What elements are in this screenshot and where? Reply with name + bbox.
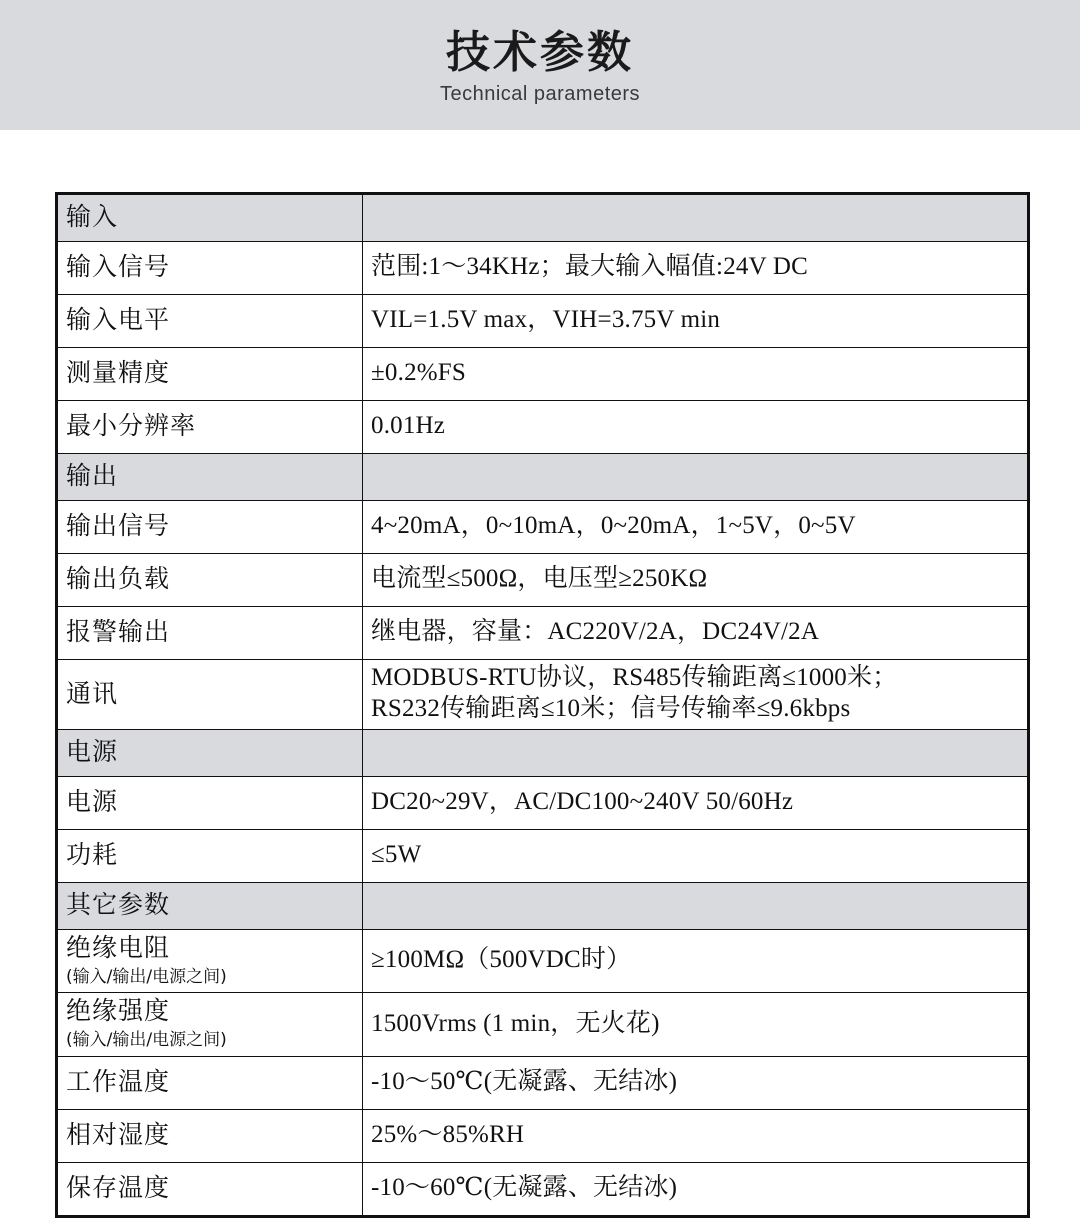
table-row [57, 242, 1029, 295]
row-value: 继电器，容量：AC220V/2A，DC24V/2A [363, 607, 1029, 660]
table-row [57, 607, 1029, 660]
section-value [363, 729, 1029, 776]
table-row [57, 729, 1029, 776]
table-row [57, 829, 1029, 882]
row-label: 输出信号 [57, 501, 363, 554]
row-value: 0.01Hz [363, 401, 1029, 454]
table-row [57, 1056, 1029, 1109]
section-label: 输出 [57, 454, 363, 501]
section-label: 其它参数 [57, 882, 363, 929]
spec-table-container [55, 192, 1030, 1218]
row-label: 功耗 [57, 829, 363, 882]
row-label [57, 929, 363, 993]
row-label: 测量精度 [57, 348, 363, 401]
row-value: ≤5W [363, 829, 1029, 882]
row-label: 输入电平 [57, 295, 363, 348]
section-label: 电源 [57, 729, 363, 776]
table-row [57, 1109, 1029, 1162]
row-label: 相对湿度 [57, 1109, 363, 1162]
table-row [57, 993, 1029, 1057]
row-label [57, 993, 363, 1057]
row-value: -10～50℃(无凝露、无结冰) [363, 1056, 1029, 1109]
table-row [57, 295, 1029, 348]
technical-parameters-table [55, 192, 1030, 1218]
row-value: 范围:1～34KHz；最大输入幅值:24V DC [363, 242, 1029, 295]
row-value: DC20~29V，AC/DC100~240V 50/60Hz [363, 776, 1029, 829]
table-row [57, 776, 1029, 829]
row-label: 保存温度 [57, 1162, 363, 1216]
row-label: 通讯 [57, 660, 363, 730]
row-value: 25%～85%RH [363, 1109, 1029, 1162]
row-label: 输入信号 [57, 242, 363, 295]
row-label-main: 绝缘强度 [66, 996, 171, 1025]
table-row [57, 401, 1029, 454]
row-value: 4~20mA，0~10mA，0~20mA，1~5V，0~5V [363, 501, 1029, 554]
section-value [363, 882, 1029, 929]
row-value: -10～60℃(无凝露、无结冰) [363, 1162, 1029, 1216]
row-label: 报警输出 [57, 607, 363, 660]
row-value: 1500Vrms (1 min，无火花) [363, 993, 1029, 1057]
section-label: 输入 [57, 194, 363, 242]
row-value-line2: RS232传输距离≤10米；信号传输率≤9.6kbps [371, 695, 851, 723]
row-value: ≥100MΩ（500VDC时） [363, 929, 1029, 993]
page-title: 技术参数 [446, 27, 634, 79]
table-row [57, 194, 1029, 242]
table-row [57, 882, 1029, 929]
table-row [57, 1162, 1029, 1216]
row-label: 工作温度 [57, 1056, 363, 1109]
page-header-banner [0, 0, 1080, 130]
row-label-sub: (输入/输出/电源之间) [66, 966, 227, 987]
table-row [57, 348, 1029, 401]
row-label-main: 绝缘电阻 [66, 932, 171, 962]
row-value: VIL=1.5V max，VIH=3.75V min [363, 295, 1029, 348]
row-value: ±0.2%FS [363, 348, 1029, 401]
table-row [57, 660, 1029, 730]
table-row [57, 554, 1029, 607]
row-label: 最小分辨率 [57, 401, 363, 454]
row-value-line1: MODBUS-RTU协议，RS485传输距离≤1000米； [371, 664, 898, 691]
row-value: 电流型≤500Ω，电压型≥250KΩ [363, 554, 1029, 607]
table-row [57, 929, 1029, 993]
page-subtitle: Technical parameters [439, 82, 641, 105]
section-value [363, 194, 1029, 242]
row-label-sub: (输入/输出/电源之间) [66, 1030, 227, 1051]
table-row [57, 454, 1029, 501]
row-value [363, 660, 1029, 730]
table-row [57, 501, 1029, 554]
row-label: 电源 [57, 776, 363, 829]
row-label: 输出负载 [57, 554, 363, 607]
section-value [363, 454, 1029, 501]
